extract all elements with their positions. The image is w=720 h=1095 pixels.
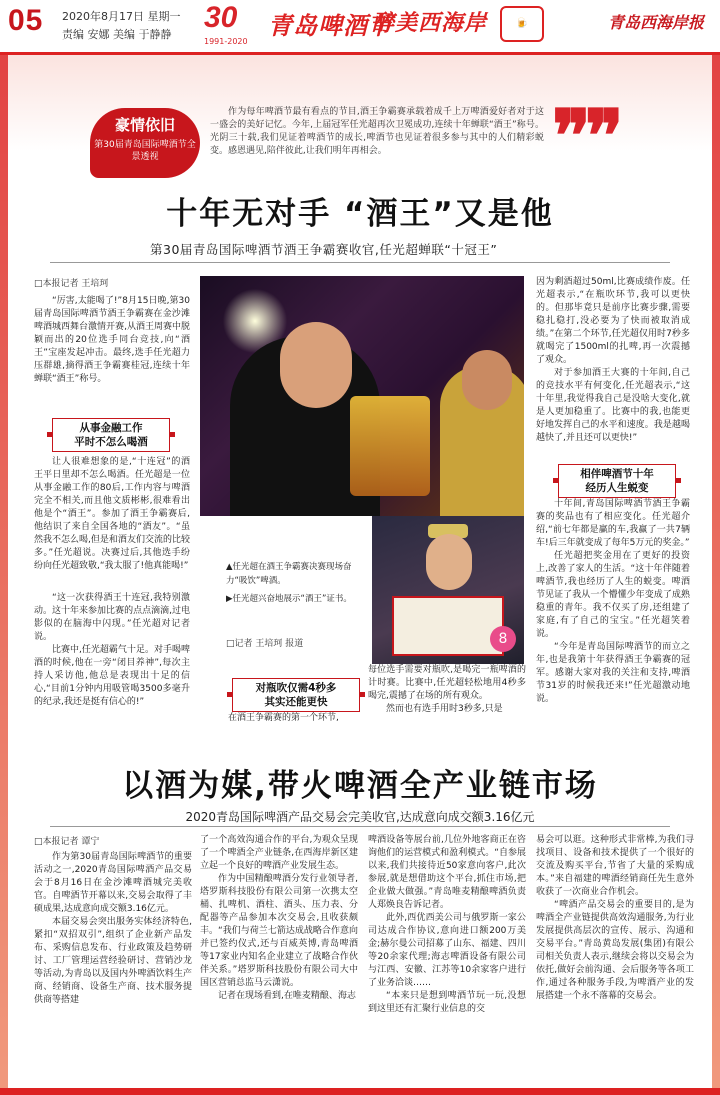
section1-paragraph-2: “这一次获得酒王十连冠,我特别激动。这十年来参加比赛的点点滴滴,过电影似的在脑海中闪现。”任光超对记者说。 [34, 593, 190, 642]
anniversary-years: 1991-2020 [204, 37, 248, 46]
article1-divider [50, 262, 670, 263]
photo-certificate: 8 [372, 516, 524, 664]
issue-date: 2020年8月17日 星期一 [62, 10, 181, 23]
article1-section2-heading [232, 678, 360, 712]
section3-title: 相伴啤酒节十年 经历人生蜕变 [580, 468, 654, 494]
article1-column-6 [368, 664, 526, 716]
editor-credits: 责编 安娜 美编 于静静 [62, 28, 172, 41]
section3-paragraph-2: 任光超把奖金用在了更好的投资上,改善了家人的生活。“这十年伴随着啤酒节,我也经历了人生的蜕变。啤酒节见证了我从一个懵懂少年变成了成熟稳重的青年。我不仅买了房,还组建了家庭,有了自己的宝宝。”任光超笑着说。 [536, 551, 690, 639]
photo-drinking-contest [200, 276, 524, 516]
right-paragraph-2: 对于参加酒王大赛的十年间,自己的竞技水平有何变化,任光超表示,“这十年里,我觉得我自己是没啥大变化,就是人更加稳重了。比赛中的我,也能更好地发挥自己的水平和速度。我是越喝越快了,并且还可以更快!” [536, 368, 690, 443]
festival-logo-2: 醉美西海岸 [372, 11, 488, 36]
article2-c2-paragraph-2: 作为中国精酿啤酒分发行业领导者,塔罗斯科技股份有限公司第一次携太空桶、扎啤机、酒柱、酒头、压力表、分配器等产品参加本次交易会,且收获颇丰。“我们与荷兰七箭达成战略合作意向并已签约仪式,还与百威英博,青岛啤酒等17家业内知名企业建立了战略合作伙伴关系。”塔罗斯科技股份有限公司大中国区营销总监马云潇说。 [200, 874, 358, 988]
right-paragraph-1: 因为剩酒超过50ml,比赛成绩作废。任光超表示,“在瓶吹环节,我可以更快的。但那毕竟只是前序比赛步骤,需要稳扎稳打,没必要为了快而被取消成绩。”在第二个环节,任光超仅用时7秒多就喝完了1500ml的扎啤,再一次震撼了观众。 [536, 277, 690, 365]
article2-c3-paragraph-1: 啤酒设备等展台前,几位外地客商正在咨询他们的运营模式和盈利模式。“自参展以来,我们共接待近50家意向客户,此次参展,就是想借助这个平台,抓住市场,把企业做大做强。”青岛唯麦精酿啤酒负责人郑焕良告诉记者。 [368, 835, 526, 910]
section3-paragraph-1: 十年间,青岛国际啤酒节酒王争霸赛的奖品也有了相应变化。任光超介绍,“前七年都是赢的车,我赢了一共7辆车!后三年就变成了每年5万元的奖金。” [536, 499, 690, 548]
middle-paragraph-2: 然而也有选手用时3秒多,只是 [386, 704, 503, 714]
article2-column-3 [368, 834, 526, 1016]
photo-captions [226, 560, 366, 606]
festival-mark-icon: 🍺 [500, 6, 544, 42]
section1-title: 从事金融工作 平时不怎么喝酒 [74, 422, 148, 448]
article2-column-1 [34, 834, 192, 1007]
article2-c2-paragraph-1: 了一个高效沟通合作的平台,为观众呈现了一个啤酒全产业链条,在西海岸新区建立起一个良好的啤酒产业发展生态。 [200, 835, 358, 871]
article1-column-8 [536, 498, 690, 706]
anniversary-number: 30 [204, 1, 238, 34]
article1-column-4 [34, 644, 190, 709]
article2-byline: □本报记者 谭宁 [34, 837, 100, 847]
article1-column-5 [210, 712, 362, 725]
badge-subtitle: 第30届青岛国际啤酒节全景透视 [94, 140, 196, 162]
quote-icon: ❞❞ [552, 93, 618, 178]
article1-headline: 十年无对手 “酒王”又是他 [166, 196, 554, 232]
article1-column-3 [34, 592, 190, 644]
section1-paragraph-1: 让人很难想象的是,“十连冠”的酒王平日里却不怎么喝酒。任光超是一位从事金融工作的80后,工作内容与啤酒完全不相关,而且他文质彬彬,很难看出他是个“酒王”。参加了酒王争霸赛后,他结识了来自全国各地的“酒友”。“虽然我不怎么喝,但是和酒友们交流的比较多。”任光超说。决赛过后,其他选手纷纷向任光超致敬,“我太服了!他真能喝!” [34, 457, 190, 571]
caption-2: ▶任光超兴奋地展示“酒王”证书。 [226, 594, 352, 604]
bottom-border [0, 1088, 720, 1095]
article2-c3-paragraph-3: “本来只是想到啤酒节玩一玩,没想到这里还有汇聚行业信息的交 [368, 991, 526, 1014]
section2-paragraph-1: 在酒王争霸赛的第一个环节, [228, 713, 339, 723]
section3-paragraph-3: “今年是青岛国际啤酒节的而立之年,也是我第十年获得酒王争霸赛的冠军。感谢大家对我的关注和支持,啤酒节31岁的时候我还来!”任光超激动地说。 [536, 642, 690, 704]
article1-column-2 [34, 456, 190, 573]
article1-section1-heading [52, 418, 170, 452]
article1-section3-heading [558, 464, 676, 498]
photo-byline: □记者 王培珂 报道 [226, 639, 304, 649]
section-badge [90, 108, 200, 178]
badge-title: 豪情依旧 [114, 116, 175, 134]
article2-column-4 [536, 834, 694, 1003]
article1-column-7 [536, 276, 690, 445]
article2-c3-paragraph-2: 此外,西优西美公司与俄罗斯一家公司达成合作协议,意向进口额200万美金;赫尔曼公司招募了山东、福建、四川等20余家代理;海志啤酒设备有限公司与江西、安徽、江苏等10余家客户进行了业务洽谈…… [368, 913, 526, 988]
article2-c4-paragraph-2: “啤酒产品交易会的重要目的,是为啤酒全产业链提供高效沟通服务,为行业发展提供高层次的宣传、展示、沟通和交易平台。”青岛黄岛发展(集团)有限公司相关负责人表示,继续会将以交易会为依托,做好会前沟通、会后服务等各项工作,通过各种服务手段,为啤酒产业的发展搭建一个永不落幕的交易会。 [536, 900, 694, 1001]
article2-column-2 [200, 834, 358, 1003]
article1-column-1 [34, 276, 190, 386]
middle-paragraph-1: 每位选手需要对瓶吹,是喝完一瓶啤酒的计时赛。比赛中,任光超轻松地用4秒多喝完,震撼了在场的所有观众。 [368, 665, 526, 701]
caption-1: ▲任光超在酒王争霸赛决赛现场奋力“吸饮”啤酒。 [226, 562, 352, 586]
article2-c1-paragraph-1: 作为第30届青岛国际啤酒节的重要活动之一,2020青岛国际啤酒产品交易会于8月16日在金沙滩啤酒城完美收官。自啤酒节开幕以来,交易会取得了丰硕成果,达成意向成交额3.16亿元。 [34, 852, 192, 914]
newspaper-brand: 青岛西海岸报 [608, 13, 705, 32]
section2-title: 对瓶吹仅需4秒多 其实还能更快 [255, 682, 337, 708]
page-header [0, 0, 720, 52]
page-number: 05 [8, 4, 44, 37]
article2-c4-paragraph-1: 易会可以逛。这种形式非常棒,为我们寻找项目、设备和技术提供了一个很好的交流及购买平台,节省了大量的采购成本。”来自福建的啤酒经销商任先生意外收获了一次商业合作机会。 [536, 835, 694, 897]
section1-paragraph-3: 比赛中,任光超霸气十足。对手喝啤酒的时候,他在一旁“闭目养神”,每次主持人采访他,他总是表现出十足的信心,“目前1分钟内用吸管喝3500多毫升的纪录,我还是挺有信心的!” [34, 645, 190, 707]
article2-subhead: 2020青岛国际啤酒产品交易会完美收官,达成意向成交额3.16亿元 [185, 810, 535, 824]
article1-lead: “厉害,太能喝了!”8月15日晚,第30届青岛国际啤酒节酒王争霸赛在金沙滩啤酒城西舞台激情开赛,从酒王周赛中脱颖而出的20位选手同台竞技,向“酒王”宝座发起冲击。最终,选手任光超力压群雄,摘得酒王争霸赛桂冠,连续十年蝉联“酒王”称号。 [34, 296, 190, 384]
article2-c2-paragraph-3: 记者在现场看到,在唯麦精酿、海志 [218, 991, 356, 1001]
article1-subhead: 第30届青岛国际啤酒节酒王争霸赛收官,任光超蝉联“十冠王” [150, 242, 498, 257]
anniversary-logo-icon [200, 3, 260, 49]
festival-logo: 青岛啤酒节 [268, 12, 393, 40]
article1-byline: □本报记者 王培珂 [34, 279, 109, 289]
article2-divider [50, 826, 670, 827]
article2-c1-paragraph-2: 本届交易会突出服务实体经济特色,紧扣“双招双引”,组织了企业新产品发布、采购信息发布、行业政策及趋势研讨、工厂管理运营经验研讨、营销沙龙等活动,为青岛以及国内外啤酒饮料生产商、经销商、设备生产商、技术服务提供商等搭建 [34, 917, 192, 1005]
intro-text: 作为每年啤酒节最有看点的节目,酒王争霸赛承载着成千上万啤酒爱好者对于这一盛会的美好记忆。今年,上届冠军任光超再次卫冕成功,连续十年蝉联“酒王”称号。光阴三十载,我们见证着啤酒节的成长,啤酒节也见证着很多参与其中的人们精彩蜕变。感恩遇见,陪伴彼此,让我们明年再相会。 [210, 107, 544, 156]
article2-headline: 以酒为媒,带火啤酒全产业链市场 [122, 768, 598, 804]
